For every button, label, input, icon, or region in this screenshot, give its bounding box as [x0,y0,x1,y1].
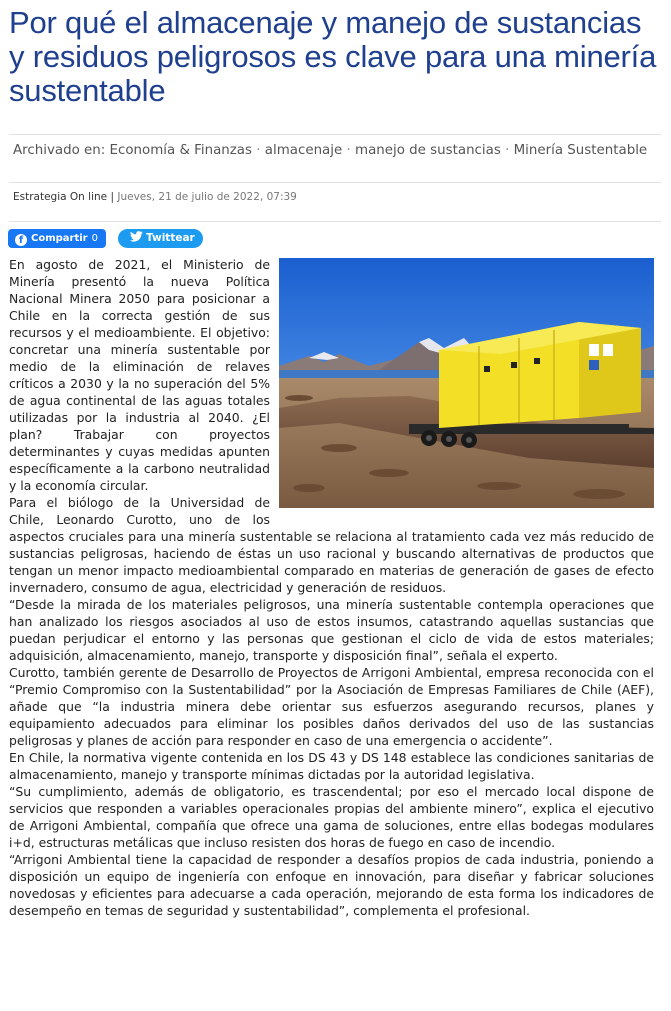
twitter-share-label: Twittear [146,232,195,244]
facebook-share-button[interactable] [8,229,106,248]
tag-separator: · [346,143,351,158]
divider [9,221,661,222]
paragraph: Curotto, también gerente de Desarrollo de Proyectos de Arrigoni Ambiental, empresa reconocida con el “Premio Compromiso con la Sustentabilidad” por la Asociación de Empresas Familiares de Chile (AEF), añade que “la industria minera debe orientar sus esfuerzos asegurando recursos, planes y equipamiento adecuados para eliminar los posibles daños derivados del uso de las sustancias peligrosas y planes de acción para responder en caso de una emergencia o accidente”. [9,665,654,748]
article-title: Por qué el almacenaje y manejo de sustancias y residuos peligrosos es clave para una minería sustentable [9,5,657,108]
byline [13,190,297,204]
publish-date: Jueves, 21 de julio de 2022, 07:39 [117,191,297,203]
byline-separator: | [110,191,115,203]
divider [9,182,661,183]
tag-link[interactable]: Minería Sustentable [513,143,648,158]
paragraph: En Chile, la normativa vigente contenida en los DS 43 y DS 148 establece las condiciones sanitarias de almacenamiento, manejo y transporte mínimas dictadas por la autoridad legislativa. [9,750,654,782]
paragraph: “Desde la mirada de los materiales peligrosos, una minería sustentable contempla operaciones que han analizado los riesgos asociados al uso de estos insumos, catastrando aquellas sustancias que puedan perjudicar el entorno y las personas que gestionan el ciclo de vida de estos materiales; adquisición, almacenamiento, manejo, transporte y disposición final”, señala el experto. [9,597,654,663]
paragraph: En agosto de 2021, el Ministerio de Minería presentó la nueva Política Nacional Minera 2050 para posicionar a Chile en la correcta gestión de sus recursos y el medioambiente. El objetivo: concretar una minería sustentable por medio de la eliminación de relaves críticos a 2030 y la no superación del 5% de agua continental de las aguas totales utilizadas por la industria al 2040. ¿El plan? Trabajar con proyectos determinantes y cuyas medidas apunten específicamente a la carbono neutralidad y la economía circular. [9,257,270,493]
facebook-share-count: 0 [91,233,98,244]
archived-tags [13,143,658,159]
paragraph: “Su cumplimiento, además de obligatorio, es trascendental; por eso el mercado local dispone de servicios que responden a variables operacionales propias del ambiente minero”, explica el ejecutivo de Arrigoni Ambiental, compañía que ofrece una gama de soluciones, entre ellas bodegas modulares i+d, estructuras metálicas que incluso resisten dos horas de fuego en caso de incendio. [9,784,654,850]
article-body [9,256,654,919]
tag-link[interactable]: manejo de sustancias [355,143,501,158]
paragraph: Para el biólogo de la Universidad de Chile, Leonardo Curotto, uno de los aspectos cruciales para una minería sustentable se relaciona al tratamiento cada vez más reducido de sustancias peligrosas, haciendo de éstas un uso racional y buscando alternativas de productos que tengan un menor impacto medioambiental comparado en materias de generación de gases de efecto invernadero, consumo de agua, electricidad y generación de residuos. [9,495,654,595]
twitter-bird-icon [130,231,143,242]
mining-trailer-photo [279,258,654,508]
tag-separator: · [256,143,261,158]
twitter-share-button[interactable] [118,229,203,248]
paragraph: “Arrigoni Ambiental tiene la capacidad de responder a desafíos propios de cada industria, poniendo a disposición un equipo de ingeniería con enfoque en innovación, para diseñar y fabricar soluciones novedosas y eficientes para adecuarse a cada operación, mejorando de esta forma los indicadores de desempeño en temas de seguridad y sustentabilidad”, complementa el profesional. [9,852,654,918]
source-name[interactable]: Estrategia On line [13,191,108,203]
tag-separator: · [505,143,510,158]
article-photo [279,258,654,508]
tag-link[interactable]: almacenaje [264,143,343,158]
facebook-icon: f [15,234,27,246]
facebook-share-label: Compartir [31,233,88,244]
tag-link[interactable]: Economía & Finanzas [109,143,252,158]
divider [9,134,661,135]
archived-label: Archivado en: [13,143,106,158]
